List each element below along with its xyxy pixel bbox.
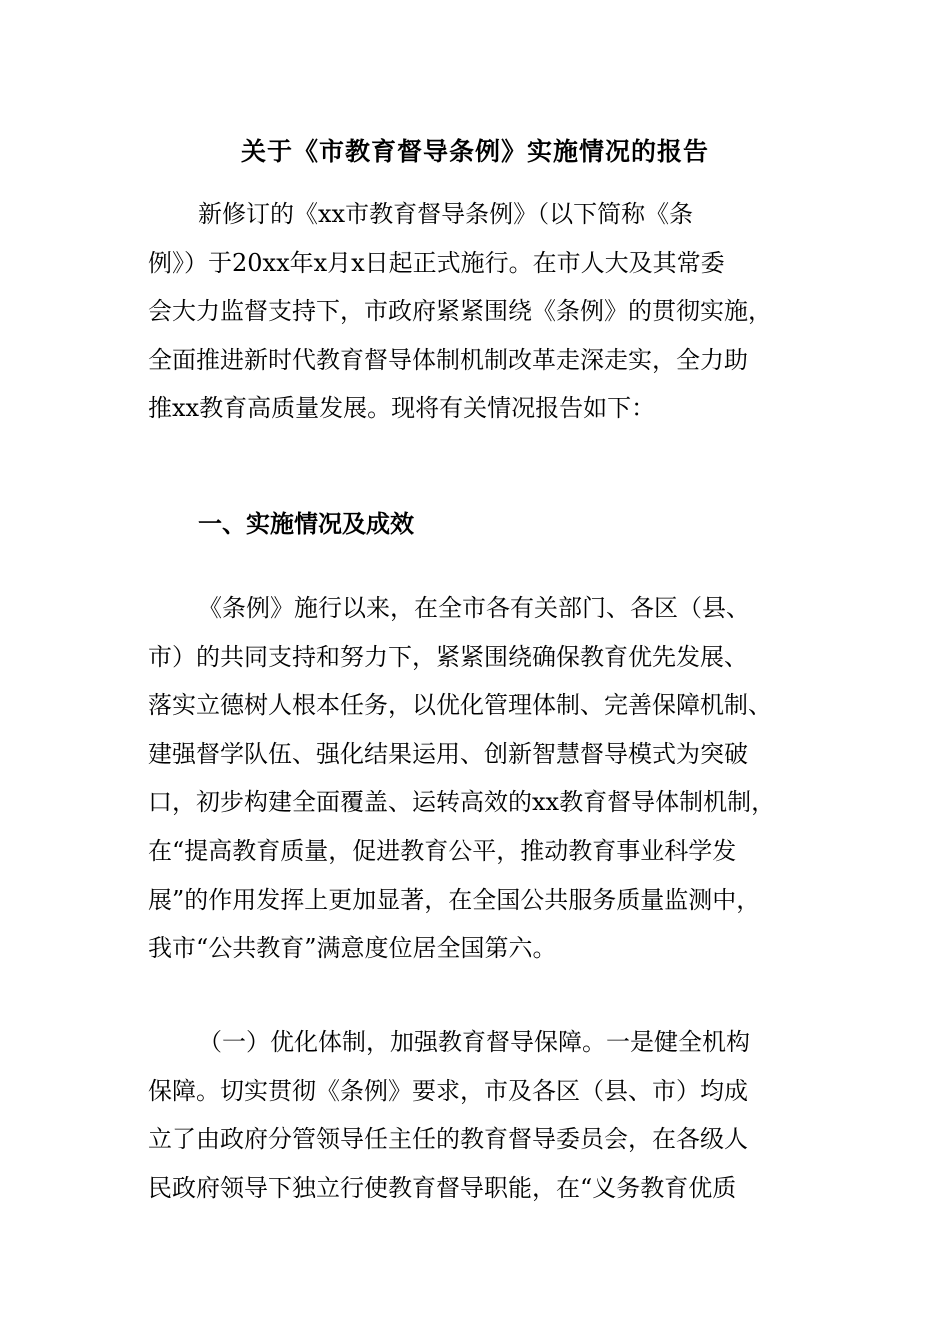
paragraph-line: 保障。切实贯彻《条例》要求，市及各区（县、市）均成 (148, 1076, 748, 1105)
paragraph-line: 新修订的《xx市教育督导条例》（以下简称《条 (198, 200, 694, 228)
paragraph-line: 民政府领导下独立行使教育督导职能，在“义务教育优质 (148, 1173, 737, 1202)
paragraph-line: 全面推进新时代教育督导体制机制改革走深走实，全力助 (148, 345, 748, 374)
paragraph-line: 我市“公共教育”满意度位居全国第六。 (148, 934, 557, 963)
intro-paragraph (148, 190, 808, 433)
paragraph-line: 会大力监督支持下，市政府紧紧围绕《条例》的贯彻实施， (148, 297, 772, 326)
paragraph-line: 例》）于20xx年x月x日起正式施行。在市人大及其常委 (148, 248, 725, 277)
paragraph-line: 口，初步构建全面覆盖、运转高效的xx教育督导体制机制， (148, 788, 776, 817)
paragraph-line: 推xx教育高质量发展。现将有关情况报告如下： (148, 394, 656, 423)
paragraph-line: 立了由政府分管领导任主任的教育督导委员会，在各级人 (148, 1125, 748, 1154)
paragraph-line: 在“提高教育质量，促进教育公平，推动教育事业科学发 (148, 836, 737, 865)
document-title: 关于《市教育督导条例》实施情况的报告 (240, 137, 709, 166)
paragraph-line: 展”的作用发挥上更加显著，在全国公共服务质量监测中， (148, 885, 761, 914)
section-heading: 一、实施情况及成效 (198, 509, 414, 538)
paragraph-line: 落实立德树人根本任务，以优化管理体制、完善保障机制、 (148, 691, 772, 720)
paragraph-line: （一）优化体制，加强教育督导保障。一是健全机构 (198, 1028, 750, 1056)
paragraph-line: 建强督学队伍、强化结果运用、创新智慧督导模式为突破 (148, 739, 748, 768)
paragraph-line: 《条例》施行以来，在全市各有关部门、各区（县、 (198, 594, 750, 622)
section-paragraph (148, 584, 808, 973)
subsection-paragraph (148, 1018, 808, 1212)
paragraph-line: 市）的共同支持和努力下，紧紧围绕确保教育优先发展、 (148, 642, 748, 671)
